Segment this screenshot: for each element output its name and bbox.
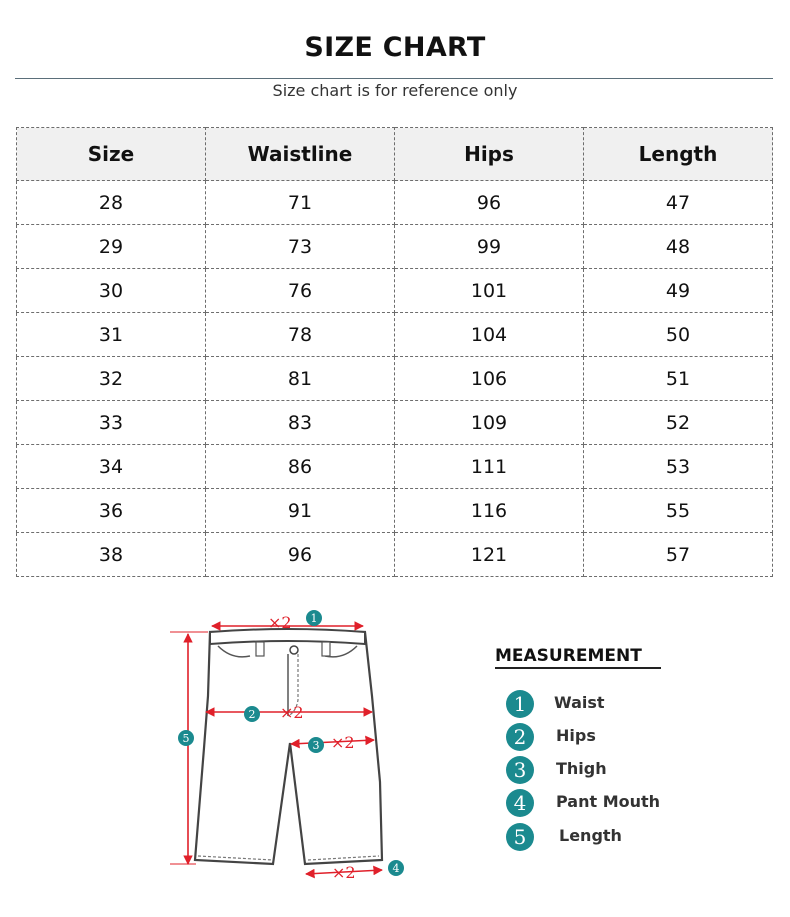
cell-waistline: 71 xyxy=(206,181,395,225)
column-header-waistline: Waistline xyxy=(206,128,395,181)
cell-hips: 121 xyxy=(395,533,584,577)
marker-3: 3 xyxy=(312,739,320,752)
cell-length: 50 xyxy=(584,313,773,357)
cell-length: 55 xyxy=(584,489,773,533)
page-title: SIZE CHART xyxy=(304,32,486,63)
legend-number-2: 2 xyxy=(506,723,534,751)
cell-size: 31 xyxy=(17,313,206,357)
cell-hips: 116 xyxy=(395,489,584,533)
hips-multiplier: ×2 xyxy=(280,703,304,722)
legend-label-pant-mouth: Pant Mouth xyxy=(556,792,661,811)
cell-size: 29 xyxy=(17,225,206,269)
cell-waistline: 81 xyxy=(206,357,395,401)
cell-waistline: 96 xyxy=(206,533,395,577)
table-row xyxy=(17,357,773,401)
marker-5: 5 xyxy=(182,732,190,745)
thigh-multiplier: ×2 xyxy=(331,733,355,752)
legend-number-3: 3 xyxy=(506,756,534,784)
waist-multiplier: ×2 xyxy=(268,613,292,632)
cell-hips: 106 xyxy=(395,357,584,401)
table-row xyxy=(17,313,773,357)
table-row xyxy=(17,269,773,313)
cell-size: 36 xyxy=(17,489,206,533)
marker-4: 4 xyxy=(392,862,400,875)
cell-waistline: 83 xyxy=(206,401,395,445)
legend-label-length: Length xyxy=(559,826,622,845)
cell-length: 49 xyxy=(584,269,773,313)
table-row xyxy=(17,533,773,577)
table-header-row xyxy=(17,128,773,181)
cell-size: 34 xyxy=(17,445,206,489)
cell-hips: 99 xyxy=(395,225,584,269)
size-table xyxy=(16,127,773,577)
cell-size: 28 xyxy=(17,181,206,225)
cell-hips: 104 xyxy=(395,313,584,357)
table-row xyxy=(17,225,773,269)
cell-waistline: 78 xyxy=(206,313,395,357)
column-header-hips: Hips xyxy=(395,128,584,181)
cell-length: 47 xyxy=(584,181,773,225)
page-subtitle: Size chart is for reference only xyxy=(272,81,518,100)
legend-number-4: 4 xyxy=(506,789,534,817)
cell-size: 30 xyxy=(17,269,206,313)
title-divider xyxy=(15,78,773,79)
shorts-measurement-diagram xyxy=(160,598,420,898)
marker-2: 2 xyxy=(248,708,256,721)
table-row xyxy=(17,181,773,225)
table-body xyxy=(17,181,773,577)
cell-hips: 96 xyxy=(395,181,584,225)
measurement-title: MEASUREMENT xyxy=(495,646,661,669)
legend-label-thigh: Thigh xyxy=(556,759,607,778)
legend-label-waist: Waist xyxy=(554,693,605,712)
cell-hips: 109 xyxy=(395,401,584,445)
cell-length: 53 xyxy=(584,445,773,489)
cell-length: 51 xyxy=(584,357,773,401)
cell-length: 48 xyxy=(584,225,773,269)
cell-waistline: 73 xyxy=(206,225,395,269)
cell-waistline: 86 xyxy=(206,445,395,489)
cell-size: 32 xyxy=(17,357,206,401)
cell-waistline: 76 xyxy=(206,269,395,313)
cell-hips: 101 xyxy=(395,269,584,313)
table-row xyxy=(17,401,773,445)
legend-number-5: 5 xyxy=(506,823,534,851)
cell-size: 33 xyxy=(17,401,206,445)
column-header-size: Size xyxy=(17,128,206,181)
legend-label-hips: Hips xyxy=(556,726,596,745)
cell-waistline: 91 xyxy=(206,489,395,533)
table-row xyxy=(17,489,773,533)
legend-number-1: 1 xyxy=(506,690,534,718)
marker-1: 1 xyxy=(310,612,318,625)
cell-size: 38 xyxy=(17,533,206,577)
cell-length: 52 xyxy=(584,401,773,445)
cell-length: 57 xyxy=(584,533,773,577)
pant-mouth-multiplier: ×2 xyxy=(332,863,356,882)
cell-hips: 111 xyxy=(395,445,584,489)
column-header-length: Length xyxy=(584,128,773,181)
table-row xyxy=(17,445,773,489)
